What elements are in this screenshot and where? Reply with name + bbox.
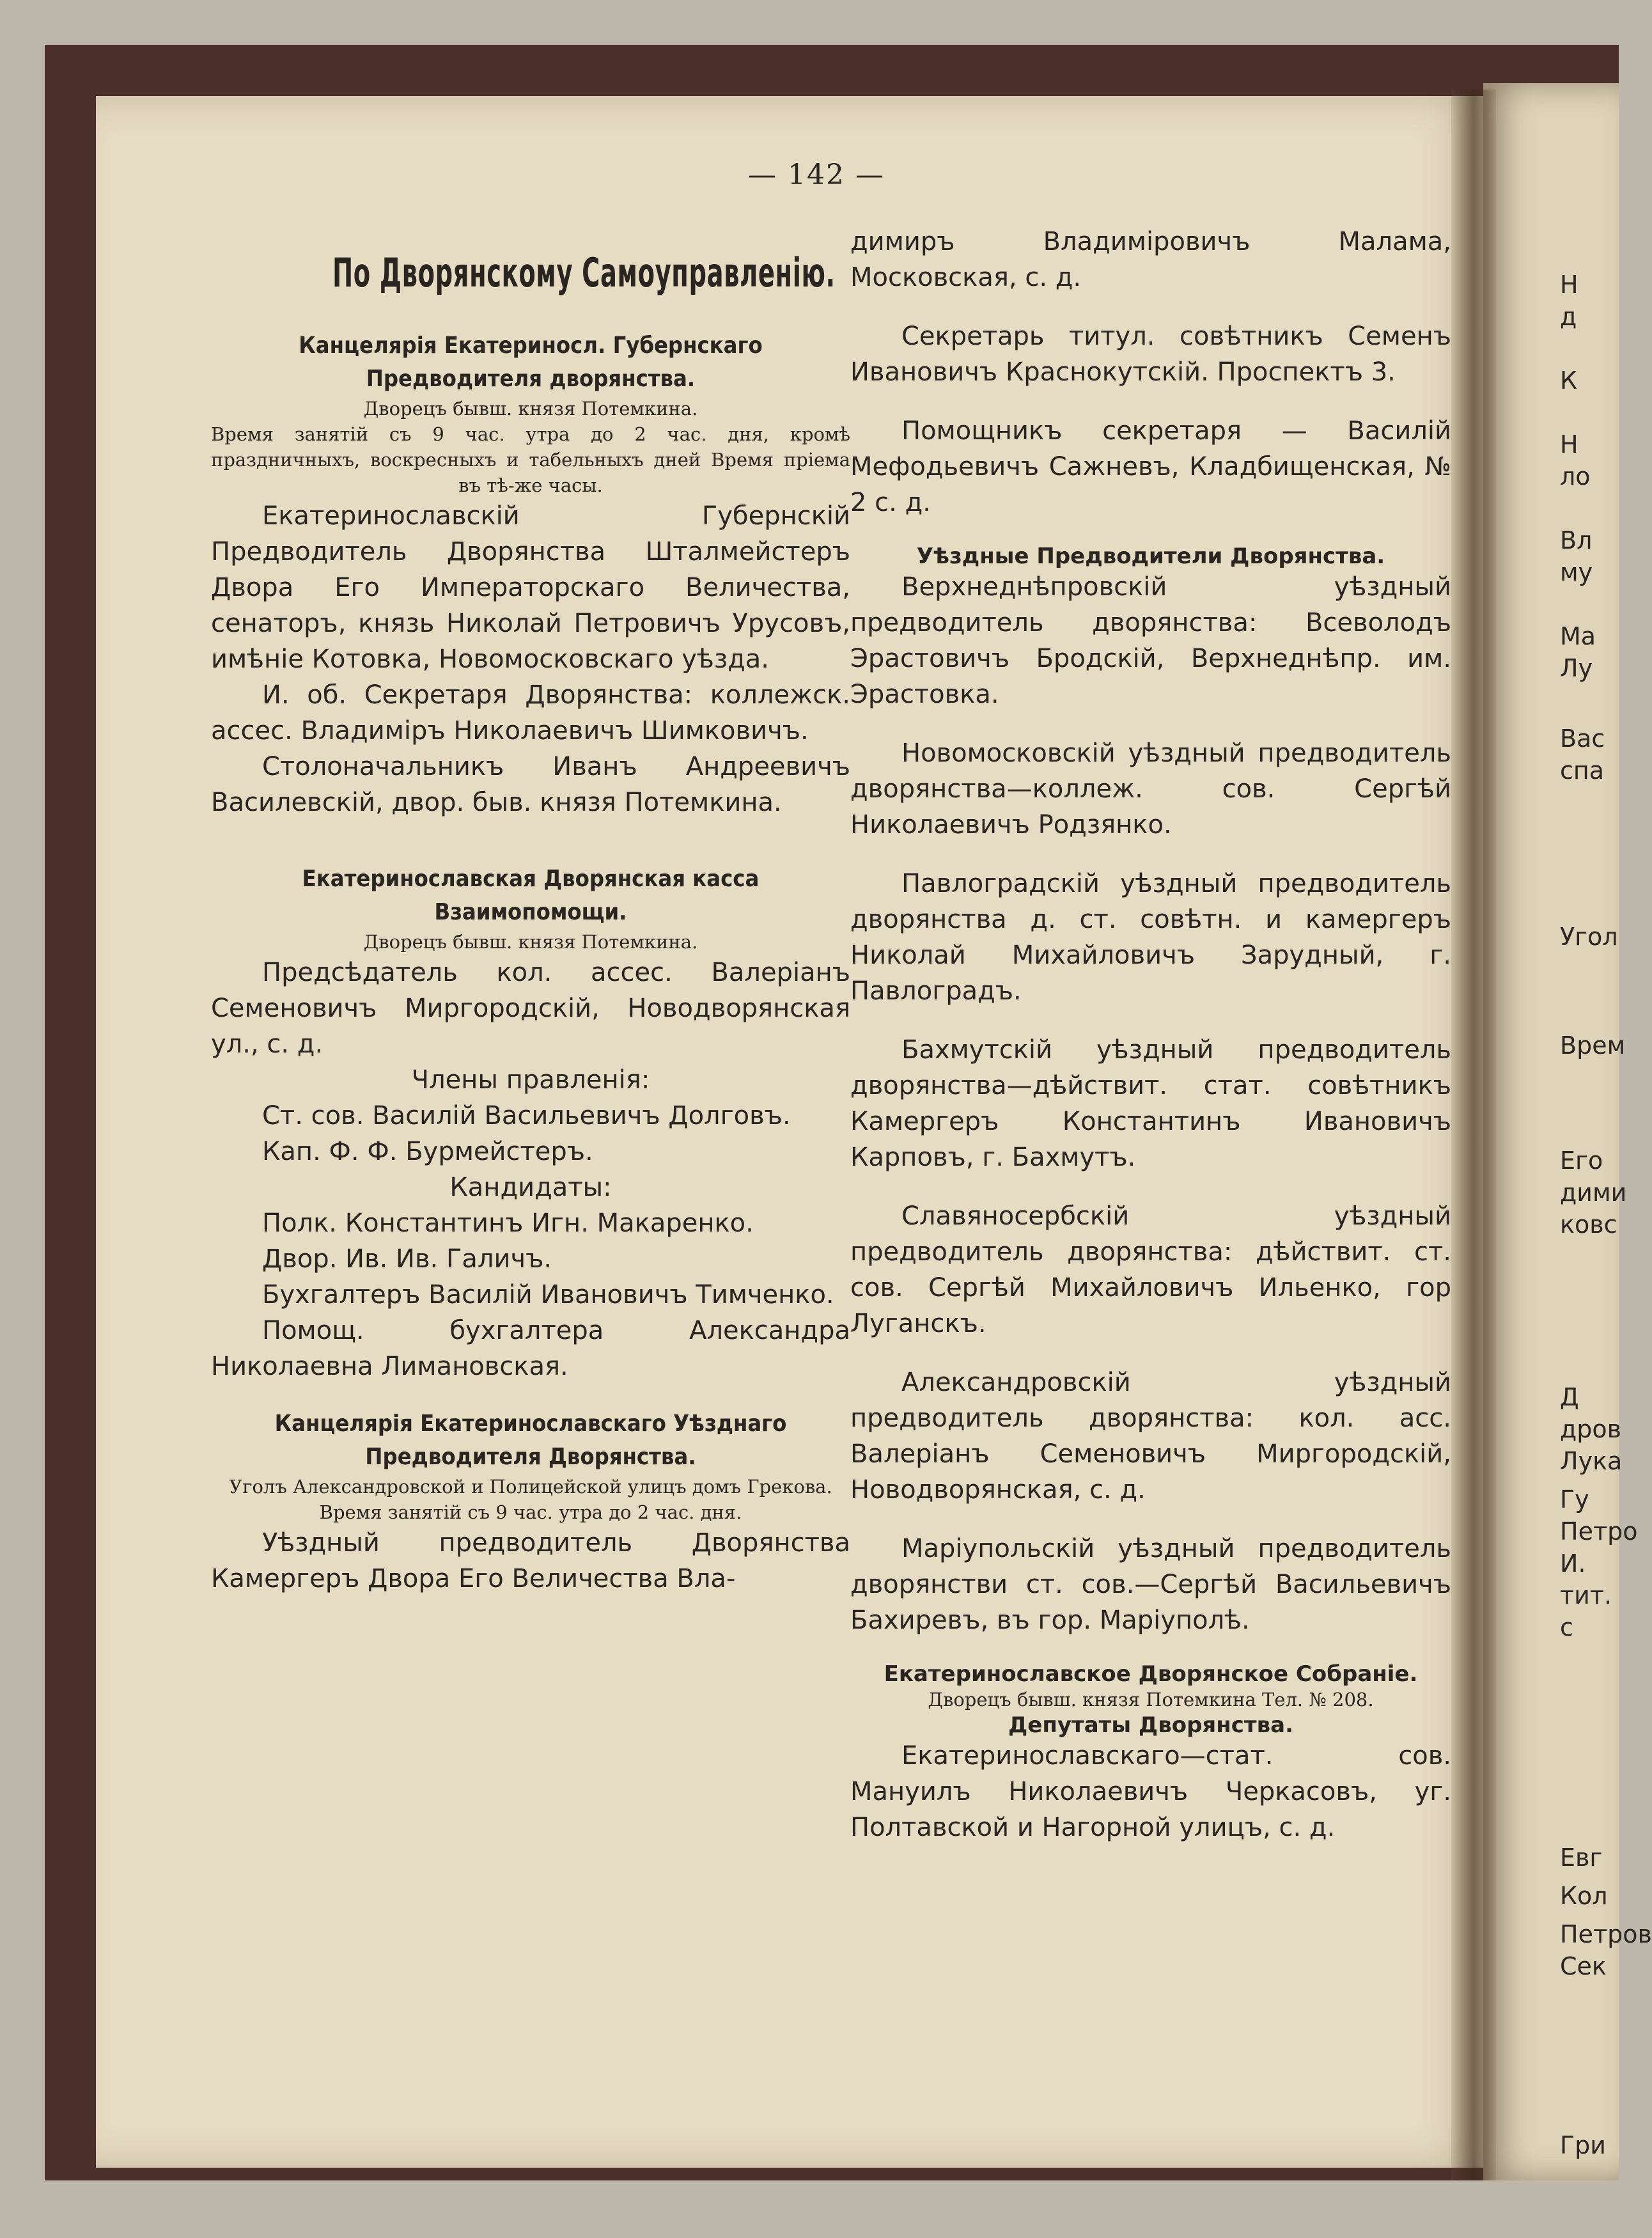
list-item: Бухгалтеръ Василій Ивановичъ Тимченко. [262, 1280, 834, 1310]
next-page-fragment: Евг [1560, 1843, 1603, 1872]
members-label: Члены правленія: [411, 1065, 650, 1095]
next-page-fragment: Н [1560, 430, 1578, 458]
paragraph: Новомосковскій уѣздный предводитель дворянства—коллеж. сов. Сергѣй Николаевичъ Родзянко. [850, 739, 1451, 840]
next-page-fragment: Гри [1560, 2131, 1606, 2159]
paragraph: И. об. Секретаря Дворянства: коллежск. ассес. Владиміръ Николаевичъ Шимковичъ. [211, 680, 850, 746]
next-page-fragment: Вас [1560, 724, 1605, 753]
next-page-fragment: Вл [1560, 526, 1593, 554]
next-page-fragment: тит. с [1560, 1581, 1612, 1641]
next-page-fragment: Петров [1560, 1920, 1652, 1948]
next-page-fragment: ковс [1560, 1210, 1617, 1239]
next-page-fragment: Угол [1560, 923, 1618, 951]
location-note: Дворецъ бывш. князя Потемкина. [363, 931, 698, 953]
next-page-fragment: Ма [1560, 622, 1596, 650]
section-title: По Дворянскому Самоуправленію. [332, 249, 836, 296]
location-note: Уголъ Александровской и Полицейской улицъ домъ Грекова. [229, 1476, 832, 1498]
next-page-fragment: дими [1560, 1178, 1627, 1207]
next-page-fragment: К [1560, 366, 1577, 395]
section-heading: Екатеринославское Дворянское Собраніе. [884, 1661, 1418, 1687]
paragraph: Маріупольскій уѣздный предводитель дворянстви ст. сов.—Сергѣй Васильевичъ Бахиревъ, въ гор. Маріуполѣ. [850, 1534, 1451, 1635]
paragraph: Екатеринославскій Губернскій Предводитель Дворянства Шталмейстеръ Двора Его Императорскаго Величества, сенаторъ, князь Николай Петровичъ Урусовъ, имѣніе Котовка, Новомосковскаго уѣзда. [211, 501, 850, 674]
location-note: Дворецъ бывш. князя Потемкина. [363, 398, 698, 419]
paragraph: Верхнеднѣпровскій уѣздный предводитель дворянства: Всеволодъ Эрастовичъ Бродскій, Верхнеднѣпр. им. Эрастовка. [850, 572, 1451, 709]
next-page-fragment: ло [1560, 462, 1591, 490]
next-page-fragment: Гу [1560, 1485, 1589, 1514]
next-page-fragment: дров [1560, 1415, 1622, 1443]
paragraph: димиръ Владиміровичъ Малама, Московская, с. д. [850, 227, 1451, 292]
section-heading: Канцелярія Екатеринославскаго Уѣзднаго Предводителя Дворянства. [274, 1411, 787, 1470]
next-page-fragment: спа [1560, 756, 1605, 785]
next-page-fragment: Сек [1560, 1952, 1607, 1980]
next-page-fragment: Его [1560, 1146, 1603, 1175]
section-heading: Депутаты Дворянства. [1008, 1712, 1293, 1738]
next-page-fragment: Кол [1560, 1882, 1608, 1910]
hours-note: Время занятій съ 9 час. утра до 2 час. дня. [319, 1501, 742, 1523]
next-page-fragment: му [1560, 558, 1593, 586]
next-page-fragment: Лу [1560, 654, 1593, 682]
paragraph: Уѣздный предводитель Дворянства Камергеръ Двора Его Величества Вла- [211, 1528, 850, 1593]
paragraph: Бахмутскій уѣздный предводитель дворянства—дѣйствит. стат. совѣтникъ Камергеръ Константинъ Ивановичъ Карповъ, г. Бахмутъ. [850, 1035, 1451, 1172]
next-page-fragment: д [1560, 302, 1577, 331]
next-page-fragment: Врем [1560, 1031, 1626, 1060]
hours-note: Время занятій съ 9 час. утра до 2 час. дня, кромѣ праздничныхъ, воскресныхъ и табельныхъ дней Время пріема въ тѣ-же часы. [211, 423, 850, 496]
next-page-fragment: Петро [1560, 1517, 1638, 1545]
list-item: Двор. Ив. Ив. Галичъ. [262, 1244, 552, 1274]
paragraph: Екатеринославскаго—стат. сов. Мануилъ Николаевичъ Черкасовъ, уг. Полтавской и Нагорной улицъ, с. д. [850, 1741, 1451, 1842]
list-item: Помощ. бухгалтера Александра Николаевна Лимановская. [211, 1316, 850, 1381]
paragraph: Столоначальникъ Иванъ Андреевичъ Василевскій, двор. быв. князя Потемкина. [211, 752, 850, 817]
next-page-fragment: Д [1560, 1383, 1579, 1411]
candidates-label: Кандидаты: [449, 1173, 612, 1202]
paragraph: Предсѣдатель кол. ассес. Валеріанъ Семеновичъ Миргородскій, Новодворянская ул., с. д. [211, 958, 850, 1059]
next-page-fragment: Н [1560, 270, 1578, 299]
section-heading: Уѣздные Предводители Дворянства. [916, 544, 1385, 569]
list-item: Кап. Ф. Ф. Бурмейстеръ. [262, 1137, 593, 1166]
book-gutter [1451, 90, 1496, 2180]
paragraph: Павлоградскій уѣздный предводитель дворянства д. ст. совѣтн. и камергеръ Николай Михайловичъ Зарудный, г. Павлоградъ. [850, 869, 1451, 1006]
paragraph: Славяносербскій уѣздный предводитель дворянства: дѣйствит. ст. сов. Сергѣй Михайловичъ Ильенко, гор Луганскъ. [850, 1201, 1451, 1338]
paragraph: Секретарь титул. совѣтникъ Семенъ Ивановичъ Краснокутскій. Проспектъ 3. [850, 322, 1451, 387]
location-note: Дворецъ бывш. князя Потемкина Тел. № 208. [928, 1689, 1374, 1710]
page-number: — 142 — [748, 159, 885, 191]
section-heading: Екатеринославская Дворянская касса Взаимопомощи. [302, 866, 760, 925]
left-column [211, 230, 850, 1597]
section-heading: Канцелярія Екатериносл. Губернскаго Предводителя дворянства. [299, 333, 763, 392]
right-column [850, 224, 1451, 1845]
list-item: Полк. Константинъ Игн. Макаренко. [262, 1209, 754, 1238]
next-page-fragment: Лука [1560, 1447, 1623, 1475]
paragraph: Помощникъ секретаря — Василій Мефодьевичъ Сажневъ, Кладбищенская, № 2 с. д. [850, 416, 1451, 517]
next-page-fragment: И. [1560, 1549, 1586, 1577]
paragraph: Александровскій уѣздный предводитель дворянства: кол. асс. Валеріанъ Семеновичъ Миргородскій, Новодворянская, с. д. [850, 1368, 1451, 1505]
list-item: Ст. сов. Василій Васильевичъ Долговъ. [262, 1101, 791, 1131]
